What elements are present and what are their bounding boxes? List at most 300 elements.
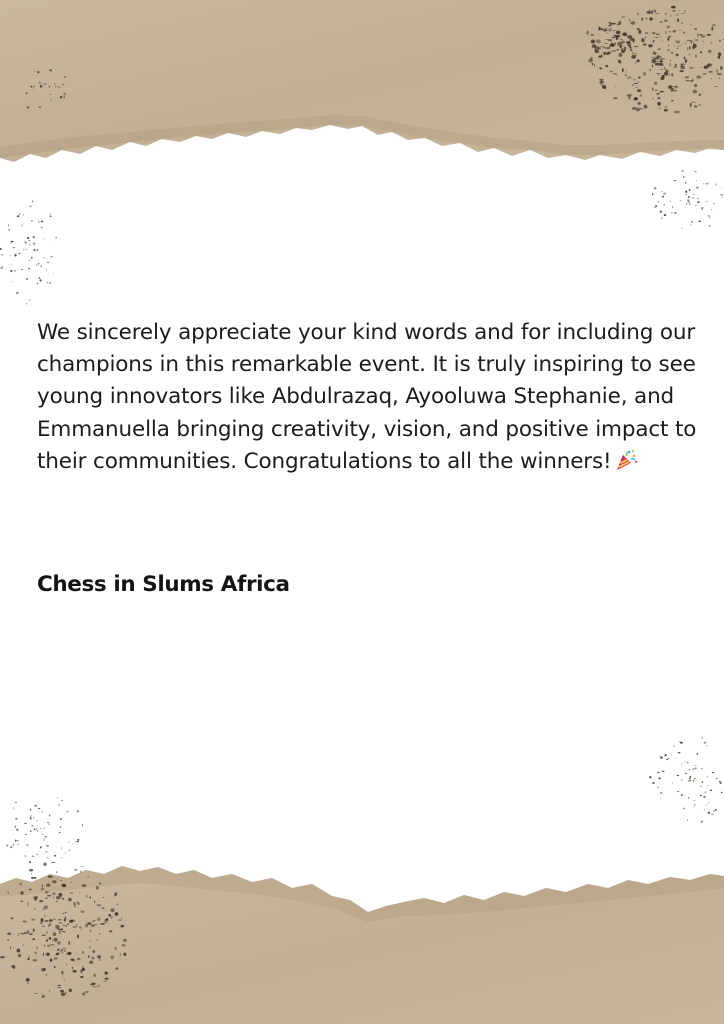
speckle xyxy=(38,263,39,265)
speckle xyxy=(655,13,659,14)
speckle xyxy=(696,187,699,189)
speckle xyxy=(711,209,712,210)
speckle xyxy=(50,216,52,217)
speckle xyxy=(678,752,681,753)
speckle xyxy=(43,863,46,866)
speckle xyxy=(51,99,52,102)
speckle xyxy=(679,741,682,742)
speckle xyxy=(37,71,39,74)
speckle xyxy=(643,43,647,45)
speckle xyxy=(604,30,607,31)
speckle xyxy=(94,924,98,925)
speckle xyxy=(662,771,663,772)
speckle xyxy=(46,939,48,941)
speckle xyxy=(657,97,660,99)
speckle xyxy=(39,900,43,902)
speckle xyxy=(613,97,617,99)
speckle xyxy=(626,41,631,43)
speckle xyxy=(606,53,609,55)
speckle xyxy=(637,28,640,30)
speckle xyxy=(10,270,12,272)
speckle xyxy=(708,812,711,814)
speckle xyxy=(123,953,126,956)
speckle xyxy=(54,83,55,85)
speckle xyxy=(713,811,715,812)
speckle xyxy=(670,63,671,66)
speckle xyxy=(689,769,690,771)
speckle xyxy=(33,88,34,89)
speckle xyxy=(44,920,48,922)
speckle xyxy=(89,961,93,965)
speckle xyxy=(29,206,31,207)
speckle xyxy=(681,794,683,796)
speckle xyxy=(706,201,708,202)
speckle xyxy=(14,254,16,256)
speckle xyxy=(28,902,29,905)
speckle xyxy=(60,826,61,828)
speckle xyxy=(608,25,611,27)
speckle xyxy=(82,824,83,826)
speckle xyxy=(52,880,56,883)
speckle xyxy=(641,18,642,22)
speckle xyxy=(702,737,703,739)
speckle xyxy=(17,840,20,841)
speckle xyxy=(35,952,37,955)
speckle xyxy=(707,776,708,778)
speckle xyxy=(688,196,690,198)
speckle xyxy=(22,945,24,946)
speckle xyxy=(599,81,604,84)
speckle xyxy=(56,871,57,873)
speckle xyxy=(94,974,96,977)
speckle xyxy=(643,72,646,76)
speckle xyxy=(92,951,93,952)
speckle xyxy=(693,800,695,801)
speckle xyxy=(668,45,669,47)
speckle xyxy=(36,283,38,285)
speckle xyxy=(693,194,695,195)
speckle xyxy=(660,37,662,38)
speckle xyxy=(13,967,16,969)
speckle xyxy=(668,36,671,37)
speckle xyxy=(30,808,31,810)
speckle xyxy=(19,933,20,935)
speckle xyxy=(683,176,684,178)
speckle xyxy=(664,109,665,112)
speckle xyxy=(69,989,72,993)
speckle xyxy=(635,62,637,63)
speckle xyxy=(594,64,595,67)
speckle xyxy=(98,985,99,987)
speckle xyxy=(33,243,35,245)
speckle xyxy=(652,88,654,91)
speckle xyxy=(617,24,621,25)
speckle xyxy=(7,939,9,941)
speckle xyxy=(658,73,659,76)
speckle xyxy=(47,262,50,263)
speckle xyxy=(34,805,37,807)
speckle xyxy=(27,237,29,239)
speckle xyxy=(690,40,692,43)
speckle xyxy=(82,969,85,971)
speckle xyxy=(662,40,663,41)
speckle xyxy=(694,84,697,87)
speckle xyxy=(11,264,12,265)
speckle xyxy=(630,46,631,47)
speckle xyxy=(46,269,47,271)
speckle xyxy=(58,928,61,930)
speckle xyxy=(686,203,687,205)
speckle xyxy=(673,746,675,747)
speckle xyxy=(688,797,689,799)
speckle xyxy=(670,59,671,62)
speckle xyxy=(705,791,706,793)
speckle xyxy=(717,72,718,73)
speckle xyxy=(634,46,639,47)
speckle xyxy=(702,820,703,821)
speckle xyxy=(701,207,704,208)
speckle xyxy=(661,191,662,192)
speckle xyxy=(619,53,623,57)
speckle xyxy=(646,11,651,14)
speckle xyxy=(54,957,58,959)
speckle xyxy=(692,769,694,770)
speckle xyxy=(595,48,597,52)
speckle xyxy=(708,71,713,72)
speckle xyxy=(36,946,37,949)
speckle xyxy=(706,804,707,805)
speckle xyxy=(668,85,672,88)
speckle xyxy=(627,94,632,97)
speckle xyxy=(660,56,662,58)
speckle xyxy=(26,248,27,250)
speckle xyxy=(37,249,39,251)
speckle xyxy=(52,939,53,941)
speckle xyxy=(709,225,711,227)
speckle xyxy=(41,918,44,922)
speckle xyxy=(62,884,67,887)
speckle xyxy=(624,46,627,49)
speckle xyxy=(19,213,21,214)
speckle xyxy=(66,925,68,926)
speckle xyxy=(591,40,596,44)
speckle xyxy=(685,10,686,13)
speckle xyxy=(46,897,48,899)
speckle xyxy=(34,908,35,910)
speckle xyxy=(675,111,680,114)
speckle xyxy=(82,993,85,996)
speckle xyxy=(675,41,676,42)
speckle xyxy=(117,904,119,905)
speckle xyxy=(42,834,44,835)
speckle xyxy=(48,925,49,927)
speckle xyxy=(43,968,46,971)
speckle xyxy=(104,921,107,922)
speckle xyxy=(632,107,637,110)
speckle xyxy=(61,993,65,996)
speckle xyxy=(91,957,94,960)
speckle xyxy=(97,955,101,958)
speckle xyxy=(665,31,667,34)
speckle xyxy=(611,23,615,25)
speckle xyxy=(647,57,648,58)
speckle xyxy=(64,76,66,78)
speckle xyxy=(55,237,57,239)
speckle xyxy=(105,977,109,980)
speckle xyxy=(600,84,602,86)
speckle xyxy=(654,81,657,85)
speckle xyxy=(103,897,104,898)
speckle xyxy=(23,920,27,922)
speckle xyxy=(59,930,61,934)
speckle xyxy=(62,913,64,914)
speckle xyxy=(47,282,48,284)
speckle xyxy=(613,73,617,75)
speckle xyxy=(693,43,694,46)
speckle xyxy=(32,855,33,857)
speckle xyxy=(80,911,84,913)
speckle xyxy=(671,15,672,17)
speckle xyxy=(79,892,81,893)
speckle xyxy=(644,105,648,109)
speckle xyxy=(681,64,683,68)
speckle xyxy=(702,41,704,42)
speckle xyxy=(97,918,100,921)
speckle xyxy=(38,808,40,809)
speckle xyxy=(697,33,699,37)
speckle xyxy=(43,952,44,956)
speckle xyxy=(6,844,8,846)
speckle xyxy=(601,54,602,57)
speckle xyxy=(661,217,663,219)
speckle xyxy=(0,248,2,250)
speckle xyxy=(720,66,722,70)
speckle xyxy=(659,108,660,109)
speckle xyxy=(45,84,47,85)
speckle xyxy=(660,792,663,793)
speckle xyxy=(693,807,694,808)
speckle xyxy=(671,754,672,755)
speckle xyxy=(660,91,664,93)
speckle xyxy=(681,780,683,781)
speckle xyxy=(689,189,691,191)
speckle xyxy=(79,926,81,928)
speckle xyxy=(25,242,27,243)
speckle xyxy=(18,934,19,936)
speckle xyxy=(692,78,694,81)
speckle xyxy=(66,811,68,813)
speckle xyxy=(707,745,708,747)
speckle xyxy=(29,244,30,246)
speckle xyxy=(712,772,715,773)
speckle xyxy=(46,845,49,846)
speckle xyxy=(72,926,76,928)
speckle xyxy=(80,866,84,867)
speckle xyxy=(690,103,692,107)
speckle xyxy=(16,829,18,831)
speckle xyxy=(649,17,652,20)
speckle xyxy=(21,933,24,935)
speckle xyxy=(638,102,641,105)
speckle xyxy=(653,40,655,43)
speckle xyxy=(671,100,674,102)
speckle xyxy=(10,917,13,919)
speckle xyxy=(608,39,612,41)
speckle xyxy=(91,925,95,927)
speckle xyxy=(49,70,52,71)
speckle xyxy=(109,930,112,932)
speckle xyxy=(77,839,79,841)
speckle xyxy=(33,877,36,879)
speckle xyxy=(702,781,704,783)
speckle xyxy=(38,221,40,223)
speckle xyxy=(637,89,641,92)
speckle xyxy=(92,920,96,922)
speckle xyxy=(46,883,50,886)
speckle xyxy=(633,38,635,42)
speckle xyxy=(696,75,701,78)
speckle xyxy=(700,795,702,796)
speckle xyxy=(63,948,66,949)
speckle xyxy=(678,30,682,31)
speckle xyxy=(24,241,26,242)
party-popper-icon xyxy=(614,448,638,482)
speckle xyxy=(24,932,27,934)
speckle xyxy=(663,65,664,66)
speckle xyxy=(69,882,72,883)
speckle xyxy=(29,933,33,935)
speckle xyxy=(44,915,46,916)
speckle xyxy=(631,55,636,59)
speckle xyxy=(704,810,705,811)
speckle xyxy=(56,896,60,900)
speckle xyxy=(586,30,588,34)
speckle xyxy=(669,73,670,75)
speckle xyxy=(686,80,690,81)
speckle xyxy=(40,227,42,228)
speckle xyxy=(621,16,625,17)
speckle xyxy=(665,13,667,15)
speckle xyxy=(77,810,79,812)
speckle xyxy=(640,108,643,109)
speckle xyxy=(44,827,45,829)
speckle xyxy=(29,869,33,872)
speckle xyxy=(89,941,91,942)
speckle xyxy=(719,39,721,41)
speckle xyxy=(699,93,701,96)
speckle xyxy=(693,780,694,782)
speckle xyxy=(26,303,27,305)
speckle xyxy=(667,37,669,41)
speckle xyxy=(77,841,79,843)
speckle xyxy=(652,782,655,784)
speckle xyxy=(604,43,609,44)
speckle xyxy=(30,817,31,819)
speckle xyxy=(660,798,661,799)
speckle xyxy=(680,200,682,201)
speckle xyxy=(677,791,679,792)
speckle xyxy=(687,199,689,201)
speckle xyxy=(722,197,723,198)
speckle xyxy=(659,756,660,757)
speckle xyxy=(82,951,84,954)
speckle xyxy=(29,861,31,863)
speckle xyxy=(65,992,66,995)
speckle xyxy=(719,781,720,783)
speckle xyxy=(635,87,638,88)
speckle xyxy=(630,49,632,51)
speckle xyxy=(622,32,627,36)
speckle xyxy=(44,836,47,837)
speckle xyxy=(41,265,42,267)
speckle xyxy=(674,46,675,47)
speckle xyxy=(697,201,699,203)
speckle xyxy=(662,196,664,198)
speckle xyxy=(645,18,647,19)
speckle xyxy=(59,832,61,833)
speckle xyxy=(85,924,88,928)
speckle xyxy=(615,43,616,45)
speckle xyxy=(15,840,17,842)
speckle xyxy=(689,53,690,55)
speckle xyxy=(683,32,685,34)
speckle xyxy=(46,953,50,956)
speckle xyxy=(676,54,679,57)
speckle xyxy=(689,46,691,50)
speckle xyxy=(690,224,691,225)
speckle xyxy=(605,65,608,67)
speckle xyxy=(94,900,95,903)
speckle xyxy=(611,44,615,46)
speckle xyxy=(660,69,663,70)
speckle xyxy=(687,762,689,763)
speckle xyxy=(620,39,623,40)
speckle xyxy=(625,74,626,75)
speckle xyxy=(110,956,114,960)
speckle xyxy=(708,50,712,53)
speckle xyxy=(693,778,696,779)
speckle xyxy=(49,214,51,215)
speckle xyxy=(59,804,60,806)
speckle xyxy=(90,929,92,932)
speckle xyxy=(706,786,708,787)
speckle xyxy=(616,49,619,51)
speckle xyxy=(676,14,678,15)
speckle xyxy=(87,922,91,925)
speckle xyxy=(72,967,73,969)
speckle xyxy=(651,57,656,58)
speckle xyxy=(43,257,45,258)
speckle xyxy=(30,86,32,88)
speckle xyxy=(701,768,703,769)
speckle xyxy=(26,930,29,933)
speckle xyxy=(110,908,114,912)
speckle xyxy=(82,884,86,886)
speckle xyxy=(649,776,651,778)
speckle xyxy=(49,814,51,816)
speckle xyxy=(38,219,39,220)
speckle xyxy=(703,73,707,74)
speckle xyxy=(717,73,722,74)
speckle xyxy=(52,892,55,895)
speckle xyxy=(123,939,127,942)
speckle xyxy=(655,205,657,207)
speckle xyxy=(50,995,51,996)
speckle xyxy=(710,42,712,43)
speckle xyxy=(716,183,717,185)
speckle xyxy=(640,94,641,97)
speckle xyxy=(667,26,670,29)
